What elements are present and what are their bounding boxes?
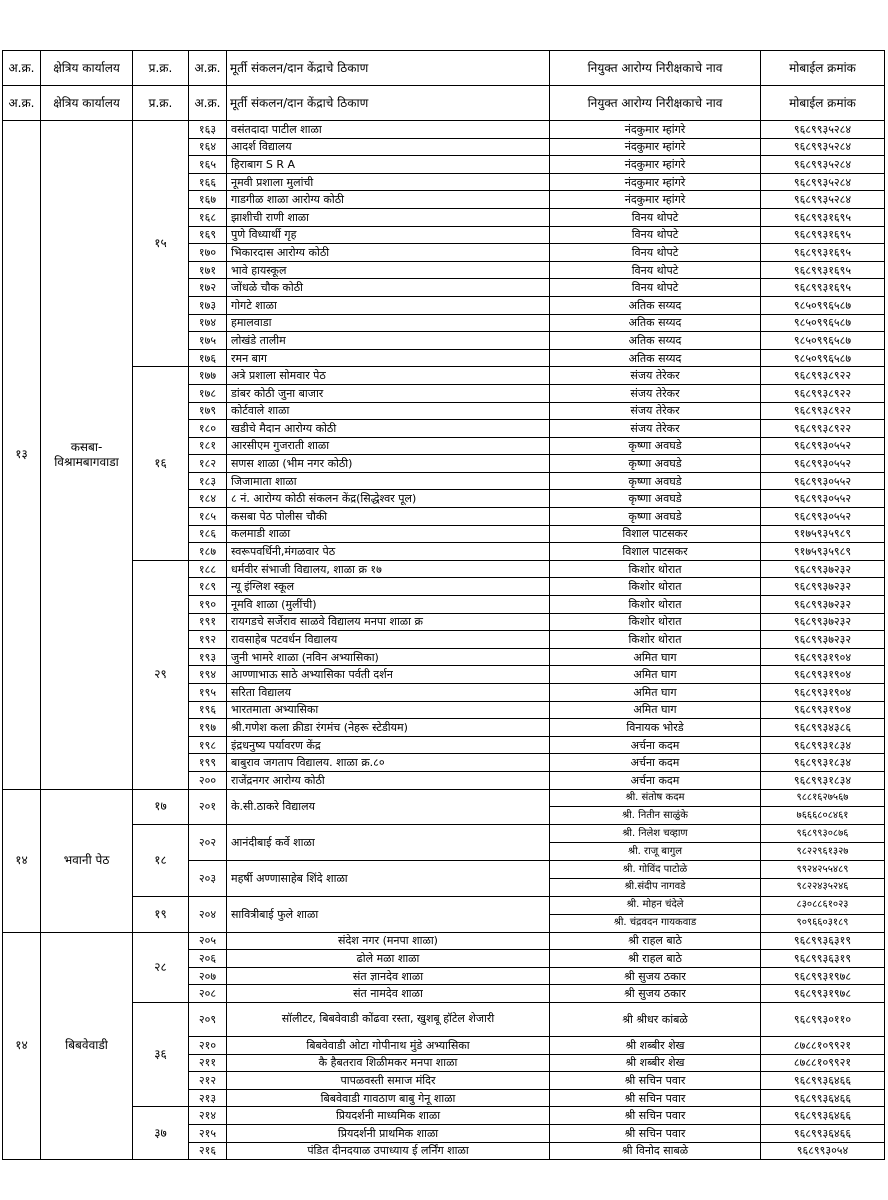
inspector-name: कृष्णा अवघडे	[550, 508, 761, 526]
inspector-name: श्री शब्बीर शेख	[550, 1054, 761, 1072]
mobile-number: ९६८९९३५२८४	[761, 191, 885, 209]
mobile-number: ९६८९९३१६९५	[761, 261, 885, 279]
center-number: २०१	[189, 789, 227, 825]
mobile-number: ९६८९९३०५४	[761, 1142, 885, 1160]
inspector-name: अतिक सय्यद	[550, 349, 761, 367]
center-number: १६४	[189, 138, 227, 156]
center-place: महर्षी अण्णासाहेब शिंदे शाळा	[227, 861, 550, 897]
center-place: डांबर कोठी जुना बाजार	[227, 384, 550, 402]
inspector-name: कृष्णा अवघडे	[550, 490, 761, 508]
office-name: कसबा-विश्रामबागवाडा	[41, 121, 133, 790]
center-number: १९०	[189, 596, 227, 614]
inspector-name: श्री सुजय ठकार	[550, 967, 761, 985]
header-mobile: मोबाईल क्रमांक	[761, 51, 885, 86]
center-place: रायगडचे सर्जेराव साळवे विद्यालय मनपा शाळा क्र	[227, 613, 550, 631]
center-place: झाशीची राणी शाळा	[227, 208, 550, 226]
center-number: १६९	[189, 226, 227, 244]
inspector-name: अर्चना कदम	[550, 736, 761, 754]
inspector-name: किशोर थोरात	[550, 560, 761, 578]
inspector-name: श्री. मोहन चंदेले	[550, 896, 761, 914]
mobile-number: ९६८९९३१९७८	[761, 985, 885, 1003]
inspector-name: संजय तेरेकर	[550, 384, 761, 402]
mobile-number: ९६८९९३६४६६	[761, 1107, 885, 1125]
center-place: हिराबाग S R A	[227, 156, 550, 174]
inspector-name: श्री राहल बाठे	[550, 950, 761, 968]
inspector-name: श्री सचिन पवार	[550, 1089, 761, 1107]
center-place: श्री.गणेश कला क्रीडा रंगमंच (नेहरू स्टेडीयम)	[227, 719, 550, 737]
inspector-name: नंदकुमार म्हांगरे	[550, 138, 761, 156]
inspector-name: नंदकुमार म्हांगरे	[550, 191, 761, 209]
table-row	[3, 121, 885, 139]
mobile-number: ९६८९९३१६९५	[761, 244, 885, 262]
inspector-name: विनायक भोरडे	[550, 719, 761, 737]
center-number: १६५	[189, 156, 227, 174]
header-prak: प्र.क्र.	[133, 86, 189, 121]
inspector-name: किशोर थोरात	[550, 578, 761, 596]
mobile-number: ९८५०९९६५८७	[761, 296, 885, 314]
mobile-number: ९६८९९३१८३४	[761, 736, 885, 754]
center-number: १७१	[189, 261, 227, 279]
inspector-name: अतिक सय्यद	[550, 314, 761, 332]
inspector-name: नंदकुमार म्हांगरे	[550, 121, 761, 139]
center-place: संत नामदेव शाळा	[227, 985, 550, 1003]
center-number: १८०	[189, 420, 227, 438]
mobile-number: ९६८९९३५२८४	[761, 173, 885, 191]
center-number: १६६	[189, 173, 227, 191]
center-place: सरिता विद्यालय	[227, 684, 550, 702]
center-number: २०८	[189, 985, 227, 1003]
center-number: २०२	[189, 825, 227, 861]
center-place: सॉलीटर, बिबवेवाडी कोंढवा रस्ता, खुशबू हॉटेल शेजारी	[227, 1003, 550, 1037]
center-place: संत ज्ञानदेव शाळा	[227, 967, 550, 985]
inspector-name: अमित घाग	[550, 666, 761, 684]
center-place: गाडगीळ शाळा आरोग्य कोठी	[227, 191, 550, 209]
center-number: २०४	[189, 896, 227, 932]
ward-number: २८	[133, 932, 189, 1002]
table-row	[3, 560, 885, 578]
inspector-name: श्री. संतोष कदम	[550, 789, 761, 807]
office-number: १३	[3, 121, 41, 790]
mobile-number: ९८५०९९६५८७	[761, 332, 885, 350]
ward-number: ३६	[133, 1003, 189, 1107]
ward-number: १७	[133, 789, 189, 825]
header-ak: अ.क्र.	[3, 51, 41, 86]
mobile-number: ९६८९९३८९२२	[761, 367, 885, 385]
center-place: रमन बाग	[227, 349, 550, 367]
mobile-number: ९६८९९३७२३२	[761, 578, 885, 596]
mobile-number: ९६८९९३६४६६	[761, 1072, 885, 1090]
mobile-number: ९६८९९३६४६६	[761, 1089, 885, 1107]
center-number: १९२	[189, 631, 227, 649]
center-place: आदर्श विद्यालय	[227, 138, 550, 156]
mobile-number: ९६८९९३८९२२	[761, 420, 885, 438]
mobile-number: ९६८९९३५२८४	[761, 138, 885, 156]
center-number: १६३	[189, 121, 227, 139]
center-number: २०३	[189, 861, 227, 897]
center-number: १७२	[189, 279, 227, 297]
center-place: संदेश नगर (मनपा शाळा)	[227, 932, 550, 950]
inspector-name: श्री विनोद साबळे	[550, 1142, 761, 1160]
inspector-name: अमित घाग	[550, 701, 761, 719]
inspector-name: श्री. नितीन साळुंके	[550, 807, 761, 825]
center-place: कोर्टवाले शाळा	[227, 402, 550, 420]
inspector-name: श्री सचिन पवार	[550, 1107, 761, 1125]
inspector-name: विनय थोपटे	[550, 208, 761, 226]
mobile-number: ९१७५९३५९८९	[761, 543, 885, 561]
mobile-number: ९६८९९३१९०४	[761, 648, 885, 666]
center-place: भावे हायस्कूल	[227, 261, 550, 279]
center-number: १८५	[189, 508, 227, 526]
header-row-repeat	[3, 86, 885, 121]
center-place: पंडित दीनदयाळ उपाध्याय ई लर्निंग शाळा	[227, 1142, 550, 1160]
inspector-name: विनय थोपटे	[550, 244, 761, 262]
header-ak: अ.क्र.	[3, 86, 41, 121]
center-number: १९४	[189, 666, 227, 684]
center-place: बाबुराव जगताप विद्यालय. शाळा क्र.८०	[227, 754, 550, 772]
center-number: १७३	[189, 296, 227, 314]
inspector-name: अमित घाग	[550, 684, 761, 702]
mobile-number: ९६८९९३१९०४	[761, 701, 885, 719]
center-place: कसबा पेठ पोलीस चौकी	[227, 508, 550, 526]
center-place: ८ नं. आरोग्य कोठी संकलन केंद्र(सिद्धेश्वर पूल)	[227, 490, 550, 508]
center-place: लोखंडे तालीम	[227, 332, 550, 350]
center-place: प्रियदर्शनी माध्यमिक शाळा	[227, 1107, 550, 1125]
mobile-number: ९६८९९३०५५२	[761, 455, 885, 473]
inspector-name: विनय थोपटे	[550, 279, 761, 297]
center-number: १८६	[189, 525, 227, 543]
inspector-name: श्री. गोविंद पाटोळे	[550, 861, 761, 879]
center-place: सावित्रीबाई फुले शाळा	[227, 896, 550, 932]
center-number: २१५	[189, 1125, 227, 1143]
center-number: १९७	[189, 719, 227, 737]
mobile-number: ९६८९९३०५५२	[761, 437, 885, 455]
mobile-number: ८७८८१०९९२१	[761, 1037, 885, 1055]
mobile-number: ९६८९९३१८३४	[761, 771, 885, 789]
inspector-name: अतिक सय्यद	[550, 332, 761, 350]
center-number: १८७	[189, 543, 227, 561]
inspector-name: श्री सचिन पवार	[550, 1125, 761, 1143]
inspector-name: विशाल पाटसकर	[550, 525, 761, 543]
mobile-number: ८३०८८६१०२३	[761, 896, 885, 914]
inspector-name: किशोर थोरात	[550, 596, 761, 614]
center-place: भिकारदास आरोग्य कोठी	[227, 244, 550, 262]
mobile-number: ९६८९९३७२३२	[761, 596, 885, 614]
center-place: पुणे विध्यार्थी गृह	[227, 226, 550, 244]
center-place: खडीचे मैदान आरोग्य कोठी	[227, 420, 550, 438]
center-place: स्वरूपवर्धिनी,मंगळवार पेठ	[227, 543, 550, 561]
center-place: न्यू इंग्लिश स्कूल	[227, 578, 550, 596]
center-number: १७७	[189, 367, 227, 385]
center-place: आरसीएम गुजराती शाळा	[227, 437, 550, 455]
center-place: सणस शाळा (भीम नगर कोठी)	[227, 455, 550, 473]
center-number: १९३	[189, 648, 227, 666]
mobile-number: ९६८९९३१६९५	[761, 226, 885, 244]
header-center: मूर्ती संकलन/दान केंद्राचे ठिकाण	[227, 51, 550, 86]
center-place: धर्मवीर संभाजी विद्यालय, शाळा क्र १७	[227, 560, 550, 578]
inspector-name: श्री. निलेश चव्हाण	[550, 825, 761, 843]
mobile-number: ७६६६८०८४६१	[761, 807, 885, 825]
mobile-number: ९६८९९३७२३२	[761, 613, 885, 631]
center-place: के.सी.ठाकरे विद्यालय	[227, 789, 550, 825]
office-number: १४	[3, 932, 41, 1160]
center-place: कै हैबतराव शिळीमकर मनपा शाळा	[227, 1054, 550, 1072]
office-number: १४	[3, 789, 41, 932]
mobile-number: ९६८९९३०५५२	[761, 508, 885, 526]
inspector-name: अर्चना कदम	[550, 754, 761, 772]
header-office: क्षेत्रिय कार्यालय	[41, 51, 133, 86]
table-row	[3, 1003, 885, 1037]
center-place: कलमाडी शाळा	[227, 525, 550, 543]
center-number: १९९	[189, 754, 227, 772]
center-number: २१४	[189, 1107, 227, 1125]
center-number: १८२	[189, 455, 227, 473]
center-number: १६८	[189, 208, 227, 226]
mobile-number: ८७८८१०९९२१	[761, 1054, 885, 1072]
center-number: २०५	[189, 932, 227, 950]
ward-number: २९	[133, 560, 189, 789]
mobile-number: ९६८९९३०११०	[761, 1003, 885, 1037]
mobile-number: ९६८९९३१९०४	[761, 666, 885, 684]
center-place: रावसाहेब पटवर्धन विद्यालय	[227, 631, 550, 649]
inspector-name: श्री श्रीधर कांबळे	[550, 1003, 761, 1037]
header-prak: प्र.क्र.	[133, 51, 189, 86]
header-inspector: नियुक्त आरोग्य निरीक्षकाचे नाव	[550, 86, 761, 121]
inspector-name: संजय तेरेकर	[550, 402, 761, 420]
mobile-number: ९८५०९९६५८७	[761, 349, 885, 367]
table-row	[3, 896, 885, 914]
table-row	[3, 932, 885, 950]
center-number: १८१	[189, 437, 227, 455]
ward-number: ३७	[133, 1107, 189, 1160]
header-ak2: अ.क्र.	[189, 86, 227, 121]
center-number: १९५	[189, 684, 227, 702]
inspector-name: अमित घाग	[550, 648, 761, 666]
mobile-number: ९६८९९३१९०४	[761, 684, 885, 702]
inspector-name: कृष्णा अवघडे	[550, 437, 761, 455]
center-place: जुनी भामरे शाळा (नविन अभ्यासिका)	[227, 648, 550, 666]
collection-centers-table	[2, 50, 885, 1160]
header-row	[3, 51, 885, 86]
office-name: भवानी पेठ	[41, 789, 133, 932]
center-number: १९१	[189, 613, 227, 631]
mobile-number: ९८२२९६१३२७	[761, 843, 885, 861]
center-number: १७४	[189, 314, 227, 332]
inspector-name: संजय तेरेकर	[550, 420, 761, 438]
mobile-number: ९६८९९३६३१९	[761, 932, 885, 950]
ward-number: १८	[133, 825, 189, 897]
ward-number: १५	[133, 121, 189, 367]
mobile-number: ९१७५९३५९८९	[761, 525, 885, 543]
mobile-number: ९६८९९३४३८६	[761, 719, 885, 737]
table-row	[3, 1107, 885, 1125]
inspector-name: विनय थोपटे	[550, 226, 761, 244]
center-number: १७०	[189, 244, 227, 262]
center-number: १७९	[189, 402, 227, 420]
ward-number: १६	[133, 367, 189, 561]
center-number: १८३	[189, 472, 227, 490]
inspector-name: अर्चना कदम	[550, 771, 761, 789]
mobile-number: ९६८९९३५२८४	[761, 121, 885, 139]
inspector-name: अतिक सय्यद	[550, 296, 761, 314]
mobile-number: ९६८९९३८९२२	[761, 384, 885, 402]
inspector-name: संजय तेरेकर	[550, 367, 761, 385]
center-number: २११	[189, 1054, 227, 1072]
center-place: नूमवी प्रशाला मुलांची	[227, 173, 550, 191]
inspector-name: श्री शब्बीर शेख	[550, 1037, 761, 1055]
center-number: १९८	[189, 736, 227, 754]
header-ak2: अ.क्र.	[189, 51, 227, 86]
mobile-number: ९६८९९३१६९५	[761, 279, 885, 297]
center-number: २००	[189, 771, 227, 789]
table-row	[3, 789, 885, 807]
center-number: २१६	[189, 1142, 227, 1160]
center-place: पापळवस्ती समाज मंदिर	[227, 1072, 550, 1090]
center-place: हमालवाडा	[227, 314, 550, 332]
inspector-name: कृष्णा अवघडे	[550, 472, 761, 490]
center-place: जोंधळे चौक कोठी	[227, 279, 550, 297]
inspector-name: श्री.संदीप नागवडे	[550, 879, 761, 897]
center-number: २१२	[189, 1072, 227, 1090]
mobile-number: ९९२४२५५४८९	[761, 861, 885, 879]
center-place: राजेंद्रनगर आरोग्य कोठी	[227, 771, 550, 789]
mobile-number: ९६८९९३०५५२	[761, 490, 885, 508]
mobile-number: ९६८९९३०५५२	[761, 472, 885, 490]
center-number: १७६	[189, 349, 227, 367]
mobile-number: ९६८९९३१६९५	[761, 208, 885, 226]
center-number: १८९	[189, 578, 227, 596]
center-place: भारतमाता अभ्यासिका	[227, 701, 550, 719]
center-number: २०९	[189, 1003, 227, 1037]
inspector-name: विनय थोपटे	[550, 261, 761, 279]
center-place: वसंतदादा पाटील शाळा	[227, 121, 550, 139]
mobile-number: ९८५०९९६५८७	[761, 314, 885, 332]
inspector-name: श्री राहल बाठे	[550, 932, 761, 950]
center-place: जिजामाता शाळा	[227, 472, 550, 490]
center-number: १८८	[189, 560, 227, 578]
mobile-number: ९६८९९३५२८४	[761, 156, 885, 174]
table-row	[3, 367, 885, 385]
center-place: गोगटे शाळा	[227, 296, 550, 314]
inspector-name: विशाल पाटसकर	[550, 543, 761, 561]
ward-number: १९	[133, 896, 189, 932]
center-place: बिबवेवाडी ओटा गोपीनाथ मुंडे अभ्यासिका	[227, 1037, 550, 1055]
mobile-number: ९८८१६२७५६७	[761, 789, 885, 807]
inspector-name: नंदकुमार म्हांगरे	[550, 173, 761, 191]
mobile-number: ९६८९९३७२३२	[761, 631, 885, 649]
inspector-name: कृष्णा अवघडे	[550, 455, 761, 473]
inspector-name: श्री. चंद्रवदन गायकवाड	[550, 914, 761, 932]
mobile-number: ९८२२४३५२४६	[761, 879, 885, 897]
header-center: मूर्ती संकलन/दान केंद्राचे ठिकाण	[227, 86, 550, 121]
header-inspector: नियुक्त आरोग्य निरीक्षकाचे नाव	[550, 51, 761, 86]
mobile-number: ९६८९९३७२३२	[761, 560, 885, 578]
header-office: क्षेत्रिय कार्यालय	[41, 86, 133, 121]
inspector-name: श्री सुजय ठकार	[550, 985, 761, 1003]
center-place: आण्णाभाऊ साठे अभ्यासिका पर्वती दर्शन	[227, 666, 550, 684]
center-place: बिबवेवाडी गावठाण बाबु गेनू शाळा	[227, 1089, 550, 1107]
center-number: १९६	[189, 701, 227, 719]
header-mobile: मोबाईल क्रमांक	[761, 86, 885, 121]
mobile-number: ९६८९९३१९७८	[761, 967, 885, 985]
center-place: इंद्रधनुष्य पर्यावरण केंद्र	[227, 736, 550, 754]
center-place: अत्रे प्रशाला सोमवार पेठ	[227, 367, 550, 385]
center-place: नूमवि शाळा (मुलींची)	[227, 596, 550, 614]
center-number: २१०	[189, 1037, 227, 1055]
center-number: २०७	[189, 967, 227, 985]
center-place: ढोले मळा शाळा	[227, 950, 550, 968]
center-number: २०६	[189, 950, 227, 968]
mobile-number: ९६८९९३६४६६	[761, 1125, 885, 1143]
inspector-name: किशोर थोरात	[550, 631, 761, 649]
mobile-number: ९६८९९३०८७६	[761, 825, 885, 843]
mobile-number: ९०९६६०३१८९	[761, 914, 885, 932]
center-place: आनंदीबाई कर्वे शाळा	[227, 825, 550, 861]
mobile-number: ९६८९९३१८३४	[761, 754, 885, 772]
mobile-number: ९६८९९३८९२२	[761, 402, 885, 420]
mobile-number: ९६८९९३६३१९	[761, 950, 885, 968]
office-name: बिबवेवाडी	[41, 932, 133, 1160]
inspector-name: किशोर थोरात	[550, 613, 761, 631]
center-number: १८४	[189, 490, 227, 508]
table-row	[3, 825, 885, 843]
inspector-name: नंदकुमार म्हांगरे	[550, 156, 761, 174]
center-number: १६७	[189, 191, 227, 209]
inspector-name: श्री. राजू बागुल	[550, 843, 761, 861]
inspector-name: श्री सचिन पवार	[550, 1072, 761, 1090]
center-number: १७८	[189, 384, 227, 402]
center-number: २१३	[189, 1089, 227, 1107]
center-place: प्रियदर्शनी प्राथमिक शाळा	[227, 1125, 550, 1143]
center-number: १७५	[189, 332, 227, 350]
